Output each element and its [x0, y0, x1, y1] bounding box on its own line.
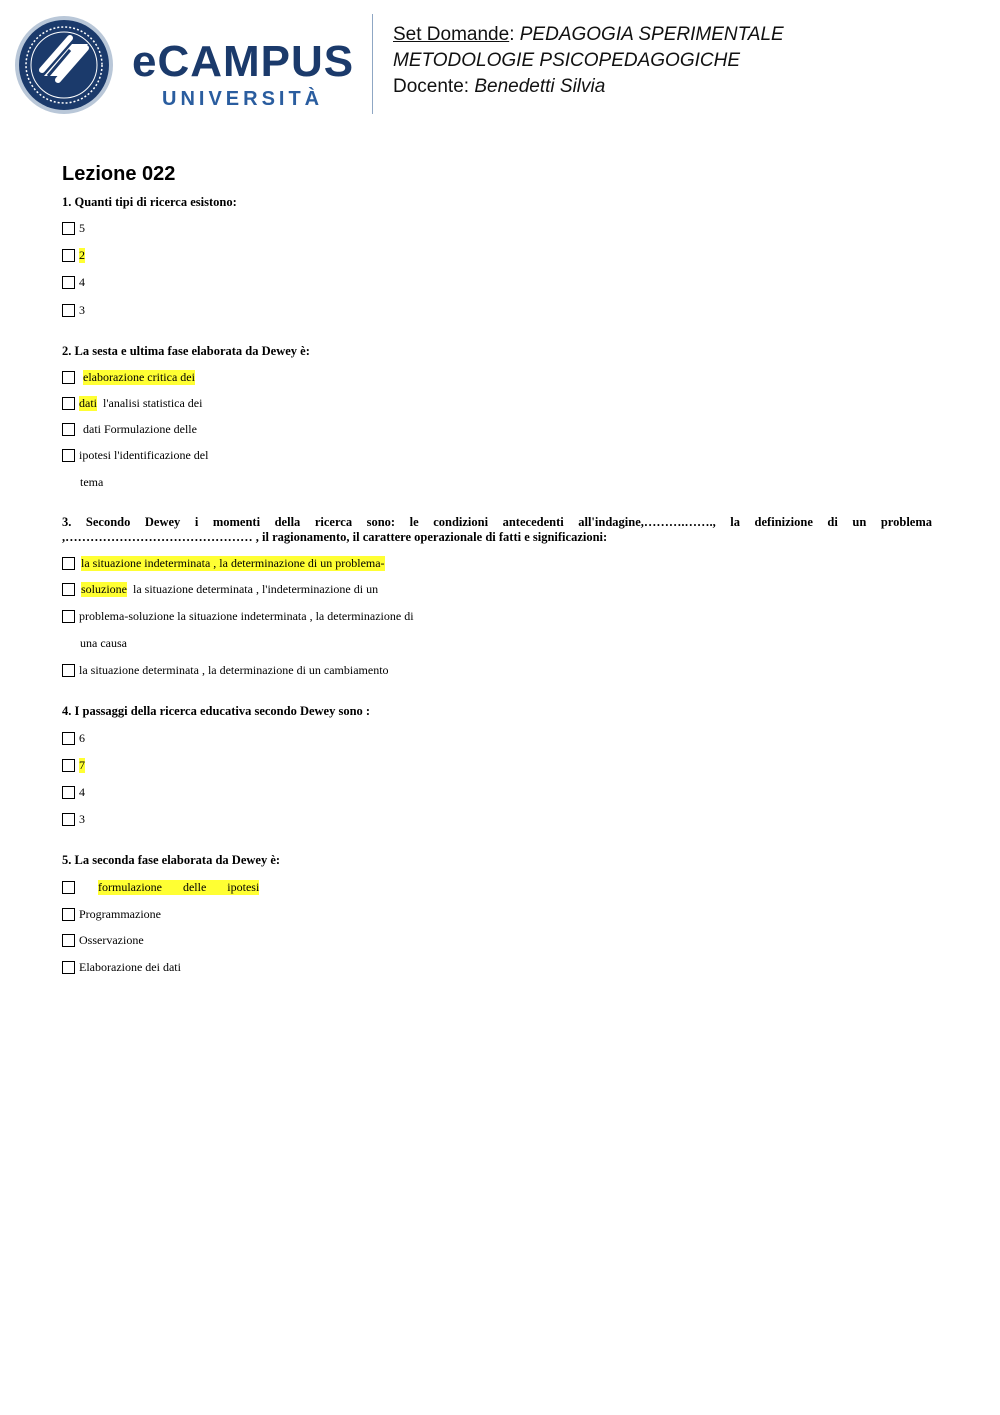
course-title-2: METODOLOGIE PSICOPEDAGOGICHE: [393, 50, 740, 71]
q1-option-3[interactable]: [62, 275, 85, 290]
teacher-label: Docente:: [393, 76, 470, 97]
option-label-highlighted: 2: [79, 248, 85, 262]
q2-line-1[interactable]: [62, 370, 195, 385]
checkbox[interactable]: [62, 934, 75, 947]
q5-option-4[interactable]: [62, 960, 181, 975]
checkbox[interactable]: [62, 249, 75, 262]
checkbox[interactable]: [62, 276, 75, 289]
option-label: la situazione determinata , la determinazione di un cambiamento: [79, 663, 389, 677]
brand-name: eCAMPUS: [132, 37, 355, 86]
brand-subtitle: UNIVERSITÀ: [162, 88, 324, 110]
checkbox[interactable]: [62, 961, 75, 974]
question-4-text: 4. I passaggi della ricerca educativa secondo Dewey sono :: [62, 704, 371, 718]
option-label: 3: [79, 812, 85, 826]
option-label: la situazione determinata , l'indeterminazione di un: [133, 582, 379, 596]
q2-line-5: tema: [80, 475, 104, 489]
q1-option-2[interactable]: [62, 248, 85, 263]
option-label-highlighted: elaborazione critica dei: [83, 370, 195, 384]
q2-line-2[interactable]: [62, 396, 202, 411]
option-label: problema-soluzione la situazione indeterminata , la determinazione di: [79, 609, 414, 623]
q3-line-1[interactable]: [62, 556, 385, 571]
q1-option-1[interactable]: [62, 221, 85, 236]
option-label-highlighted: formulazione delle ipotesi: [98, 880, 260, 894]
option-label: 4: [79, 785, 85, 799]
q4-option-3[interactable]: [62, 785, 85, 800]
option-label: 5: [79, 221, 85, 235]
q5-option-1[interactable]: [62, 880, 259, 895]
lesson-title: Lezione 022: [62, 163, 176, 185]
checkbox[interactable]: [62, 557, 75, 570]
q1-option-4[interactable]: [62, 303, 85, 318]
ecampus-logo: [14, 14, 359, 116]
q5-option-3[interactable]: [62, 933, 144, 948]
set-domande-label: Set Domande: [393, 24, 510, 45]
option-label: 3: [79, 303, 85, 317]
header-divider: [372, 14, 373, 114]
q4-option-4[interactable]: [62, 812, 85, 827]
question-5-text: 5. La seconda fase elaborata da Dewey è:: [62, 853, 281, 867]
option-label: Osservazione: [79, 933, 144, 947]
course-title-1: PEDAGOGIA SPERIMENTALE: [519, 24, 784, 45]
q3-line-3[interactable]: [62, 609, 414, 624]
checkbox[interactable]: [62, 732, 75, 745]
option-label-highlighted: dati: [79, 396, 97, 410]
option-label-highlighted: 7: [79, 758, 85, 772]
q2-line-3[interactable]: [62, 422, 197, 437]
option-label-highlighted: soluzione: [81, 582, 127, 596]
teacher-name: Benedetti Silvia: [474, 76, 606, 97]
checkbox[interactable]: [62, 813, 75, 826]
checkbox[interactable]: [62, 423, 75, 436]
header-set-line: [393, 22, 784, 48]
q3-line-5[interactable]: [62, 663, 389, 678]
checkbox[interactable]: [62, 304, 75, 317]
question-2-text: 2. La sesta e ultima fase elaborata da Dewey è:: [62, 344, 310, 358]
checkbox[interactable]: [62, 397, 75, 410]
checkbox[interactable]: [62, 664, 75, 677]
header-course-line: [393, 48, 740, 74]
q5-option-2[interactable]: [62, 907, 161, 922]
q4-option-1[interactable]: [62, 731, 85, 746]
option-label: Programmazione: [79, 907, 161, 921]
checkbox[interactable]: [62, 908, 75, 921]
q4-option-2[interactable]: [62, 758, 85, 773]
checkbox[interactable]: [62, 759, 75, 772]
option-label: 6: [79, 731, 85, 745]
set-colon: :: [509, 24, 515, 45]
checkbox[interactable]: [62, 449, 75, 462]
option-label: ipotesi l'identificazione del: [79, 448, 209, 462]
option-label: l'analisi statistica dei: [103, 396, 203, 410]
q3-line-4: una causa: [80, 636, 127, 650]
option-label: dati Formulazione delle: [83, 422, 197, 436]
checkbox[interactable]: [62, 610, 75, 623]
question-3-text: 3. Secondo Dewey i momenti della ricerca sono: le condizioni antecedenti all'indagine,……….……., la definizione di un problema ,……………………………………… , il ragionamento, il carattere operazionale di fatti e significazioni:: [62, 515, 932, 544]
question-1-text: 1. Quanti tipi di ricerca esistono:: [62, 195, 237, 209]
option-label: 4: [79, 275, 85, 289]
header-teacher-line: [393, 74, 605, 100]
option-label: Elaborazione dei dati: [79, 960, 181, 974]
checkbox[interactable]: [62, 222, 75, 235]
option-label-highlighted: la situazione indeterminata , la determinazione di un problema-: [81, 556, 385, 570]
q3-line-2[interactable]: [62, 582, 378, 597]
checkbox[interactable]: [62, 881, 75, 894]
checkbox[interactable]: [62, 786, 75, 799]
checkbox[interactable]: [62, 371, 75, 384]
q2-line-4[interactable]: [62, 448, 208, 463]
checkbox[interactable]: [62, 583, 75, 596]
